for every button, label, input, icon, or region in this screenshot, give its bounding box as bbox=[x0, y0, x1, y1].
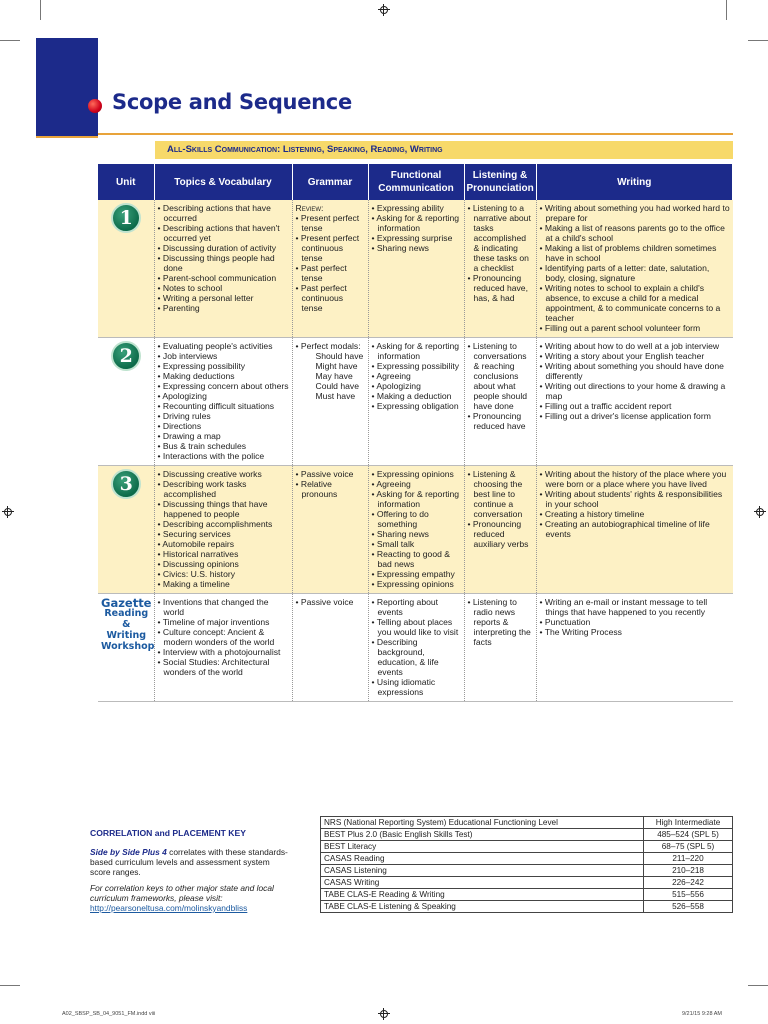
placement-row bbox=[321, 877, 733, 889]
correlation-note bbox=[90, 883, 290, 913]
writing-item: • Writing about how to do well at a job interview bbox=[540, 341, 731, 351]
correlation-note-text: For correlation keys to other major state and local curriculum frameworks, please visit: bbox=[90, 883, 274, 903]
functional-item: • Expressing opinions bbox=[372, 579, 462, 589]
unit-cell bbox=[98, 594, 154, 702]
topic-list bbox=[158, 341, 290, 461]
placement-test: TABE CLAS-E Listening & Speaking bbox=[321, 901, 644, 913]
placement-test: CASAS Reading bbox=[321, 853, 644, 865]
correlation-text bbox=[90, 847, 290, 877]
placement-score: High Intermediate bbox=[644, 817, 733, 829]
writing-cell bbox=[536, 338, 733, 466]
unit-cell bbox=[98, 200, 154, 338]
writing-cell bbox=[536, 594, 733, 702]
grammar-item: • Passive voice bbox=[296, 597, 366, 607]
functional-list bbox=[372, 341, 462, 411]
crop-mark bbox=[0, 985, 20, 986]
unit-row bbox=[98, 338, 733, 466]
registration-mark-right bbox=[754, 506, 766, 518]
writing-cell bbox=[536, 466, 733, 594]
functional-list bbox=[372, 203, 462, 253]
topic-item: • Making a timeline bbox=[158, 579, 290, 589]
placement-row bbox=[321, 901, 733, 913]
topic-item: • Culture concept: Ancient & modern wonders of the world bbox=[158, 627, 290, 647]
topic-item: • Driving rules bbox=[158, 411, 290, 421]
column-header-topics: Topics & Vocabulary bbox=[154, 164, 292, 200]
functional-item: • Asking for & reporting information bbox=[372, 213, 462, 233]
functional-cell bbox=[368, 200, 464, 338]
writing-item: • Writing about the history of the place where you were born or a place where you have lived bbox=[540, 469, 731, 489]
grammar-list bbox=[296, 341, 366, 351]
crop-mark bbox=[726, 0, 727, 20]
unit-number-badge: 3 bbox=[111, 469, 141, 499]
topic-item: • Automobile repairs bbox=[158, 539, 290, 549]
topic-item: • Making deductions bbox=[158, 371, 290, 381]
functional-list bbox=[372, 597, 462, 697]
functional-item: • Expressing obligation bbox=[372, 401, 462, 411]
header-rule bbox=[36, 136, 98, 138]
correlation-link[interactable]: http://pearsoneltusa.com/molinskyandbliss bbox=[90, 903, 248, 913]
footer-date: 9/21/15 9:28 AM bbox=[681, 1011, 722, 1017]
print-footer bbox=[62, 1011, 722, 1017]
workshop-label: Reading & Writing Workshop bbox=[101, 608, 155, 652]
listening-item: • Listening to a narrative about tasks accomplished & indicating these tasks on a checklist bbox=[468, 203, 534, 273]
crop-mark bbox=[0, 40, 20, 41]
functional-item: • Small talk bbox=[372, 539, 462, 549]
header-rule bbox=[98, 133, 733, 135]
listening-list bbox=[468, 597, 534, 647]
writing-item: • Punctuation bbox=[540, 617, 731, 627]
placement-score: 68–75 (SPL 5) bbox=[644, 841, 733, 853]
gazette-label: Gazette bbox=[101, 596, 152, 610]
unit-number-badge: 2 bbox=[111, 341, 141, 371]
topic-item: • Civics: U.S. history bbox=[158, 569, 290, 579]
table-header-row bbox=[98, 164, 733, 200]
writing-item: • Filling out a driver's license application form bbox=[540, 411, 731, 421]
listening-item: • Pronouncing reduced have bbox=[468, 411, 534, 431]
topic-item: • Job interviews bbox=[158, 351, 290, 361]
topic-item: • Inventions that changed the world bbox=[158, 597, 290, 617]
grammar-list bbox=[296, 469, 366, 499]
placement-row bbox=[321, 829, 733, 841]
column-header-writing: Writing bbox=[536, 164, 733, 200]
listening-cell bbox=[464, 338, 536, 466]
unit-row bbox=[98, 466, 733, 594]
topic-item: • Evaluating people's activities bbox=[158, 341, 290, 351]
topics-cell bbox=[154, 338, 292, 466]
grammar-cell bbox=[292, 200, 368, 338]
functional-item: • Agreeing bbox=[372, 479, 462, 489]
grammar-list bbox=[296, 213, 366, 313]
listening-item: • Listening to conversations & reaching conclusions about what people should have done bbox=[468, 341, 534, 411]
functional-item: • Agreeing bbox=[372, 371, 462, 381]
functional-cell bbox=[368, 594, 464, 702]
placement-score: 485–524 (SPL 5) bbox=[644, 829, 733, 841]
topic-item: • Interactions with the police bbox=[158, 451, 290, 461]
placement-test: CASAS Writing bbox=[321, 877, 644, 889]
modal-item: Should have bbox=[315, 351, 364, 361]
placement-score: 210–218 bbox=[644, 865, 733, 877]
functional-item: • Apologizing bbox=[372, 381, 462, 391]
writing-item: • Filling out a parent school volunteer form bbox=[540, 323, 731, 333]
topic-item: • Bus & train schedules bbox=[158, 441, 290, 451]
crop-mark bbox=[748, 40, 768, 41]
grammar-item: • Past perfect tense bbox=[296, 263, 366, 283]
column-header-listening: Listening & Pronunciation bbox=[464, 164, 536, 200]
topic-list bbox=[158, 469, 290, 589]
writing-item: • Identifying parts of a letter: date, salutation, body, closing, signature bbox=[540, 263, 731, 283]
placement-test: CASAS Listening bbox=[321, 865, 644, 877]
writing-item: • Making a list of reasons parents go to the office at a child's school bbox=[540, 223, 731, 243]
topic-item: • Apologizing bbox=[158, 391, 290, 401]
writing-item: • Writing about something you had worked hard to prepare for bbox=[540, 203, 731, 223]
writing-item: • Writing out directions to your home & drawing a map bbox=[540, 381, 731, 401]
writing-list bbox=[540, 341, 731, 421]
writing-cell bbox=[536, 200, 733, 338]
listening-list bbox=[468, 203, 534, 303]
listening-list bbox=[468, 341, 534, 431]
functional-item: • Expressing possibility bbox=[372, 361, 462, 371]
unit-row bbox=[98, 200, 733, 338]
placement-test: NRS (National Reporting System) Educational Functioning Level bbox=[321, 817, 644, 829]
listening-list bbox=[468, 469, 534, 549]
header-color-block bbox=[36, 38, 98, 136]
listening-cell bbox=[464, 594, 536, 702]
listening-item: • Pronouncing reduced have, has, & had bbox=[468, 273, 534, 303]
topic-item: • Parenting bbox=[158, 303, 290, 313]
modal-item: May have bbox=[315, 371, 353, 381]
scope-table bbox=[98, 164, 733, 702]
placement-table bbox=[320, 816, 733, 913]
functional-item: • Asking for & reporting information bbox=[372, 341, 462, 361]
topic-item: • Interview with a photojournalist bbox=[158, 647, 290, 657]
topic-list bbox=[158, 203, 290, 313]
grammar-item: • Passive voice bbox=[296, 469, 366, 479]
writing-item: • Writing about students' rights & responsibilities in your school bbox=[540, 489, 731, 509]
modal-item: Must have bbox=[315, 391, 356, 401]
modal-item: Could have bbox=[315, 381, 359, 391]
functional-item: • Sharing news bbox=[372, 529, 462, 539]
skills-banner bbox=[155, 141, 733, 159]
column-header-functional: Functional Communication bbox=[368, 164, 464, 200]
functional-item: • Expressing opinions bbox=[372, 469, 462, 479]
topic-item: • Drawing a map bbox=[158, 431, 290, 441]
functional-item: • Making a deduction bbox=[372, 391, 462, 401]
placement-row bbox=[321, 841, 733, 853]
functional-item: • Describing background, education, & life events bbox=[372, 637, 462, 677]
topic-item: • Discussing things that have happened to people bbox=[158, 499, 290, 519]
placement-score: 226–242 bbox=[644, 877, 733, 889]
crop-mark bbox=[748, 985, 768, 986]
topics-cell bbox=[154, 200, 292, 338]
functional-item: • Using idiomatic expressions bbox=[372, 677, 462, 697]
book-title: Side by Side Plus 4 bbox=[90, 847, 167, 857]
listening-item: • Listening to radio news reports & interpreting the facts bbox=[468, 597, 534, 647]
functional-item: • Expressing ability bbox=[372, 203, 462, 213]
functional-item: • Sharing news bbox=[372, 243, 462, 253]
functional-list bbox=[372, 469, 462, 589]
topic-item: • Timeline of major inventions bbox=[158, 617, 290, 627]
topic-item: • Social Studies: Architectural wonders of the world bbox=[158, 657, 290, 677]
unit-cell bbox=[98, 338, 154, 466]
topic-item: • Securing services bbox=[158, 529, 290, 539]
page-title: Scope and Sequence bbox=[112, 90, 352, 114]
footer-file: A02_SBSP_SB_04_9051_FM.indd viii bbox=[62, 1011, 156, 1017]
topics-cell bbox=[154, 594, 292, 702]
topic-item: • Expressing possibility bbox=[158, 361, 290, 371]
listening-cell bbox=[464, 200, 536, 338]
modal-list bbox=[296, 351, 366, 401]
unit-number-badge: 1 bbox=[111, 203, 141, 233]
correlation-key bbox=[90, 828, 290, 919]
placement-row bbox=[321, 853, 733, 865]
skills-banner-text: All-Skills Communication: Listening, Speaking, Reading, Writing bbox=[167, 144, 443, 155]
listening-item: • Listening & choosing the best line to continue a conversation bbox=[468, 469, 534, 519]
writing-item: • Writing notes to school to explain a child's absence, to excuse a child for a medical appointment, & to communicate concerns to a teacher bbox=[540, 283, 731, 323]
functional-item: • Expressing empathy bbox=[372, 569, 462, 579]
writing-item: • Filling out a traffic accident report bbox=[540, 401, 731, 411]
grammar-cell bbox=[292, 594, 368, 702]
writing-item: • Writing about something you should have done differently bbox=[540, 361, 731, 381]
grammar-cell bbox=[292, 466, 368, 594]
functional-cell bbox=[368, 338, 464, 466]
topic-item: • Discussing duration of activity bbox=[158, 243, 290, 253]
writing-item: • Making a list of problems children sometimes have in school bbox=[540, 243, 731, 263]
column-header-unit: Unit bbox=[98, 164, 154, 200]
functional-item: • Reporting about events bbox=[372, 597, 462, 617]
topic-item: • Discussing creative works bbox=[158, 469, 290, 479]
placement-row bbox=[321, 889, 733, 901]
topic-item: • Discussing things people had done bbox=[158, 253, 290, 273]
topic-item: • Notes to school bbox=[158, 283, 290, 293]
listening-cell bbox=[464, 466, 536, 594]
topic-item: • Describing accomplishments bbox=[158, 519, 290, 529]
grammar-item: • Present perfect tense bbox=[296, 213, 366, 233]
topic-item: • Discussing opinions bbox=[158, 559, 290, 569]
crop-mark bbox=[40, 0, 41, 20]
placement-score: 515–556 bbox=[644, 889, 733, 901]
writing-item: • Creating an autobiographical timeline of life events bbox=[540, 519, 731, 539]
bullet-dot-icon bbox=[88, 99, 102, 113]
unit-cell bbox=[98, 466, 154, 594]
placement-score: 211–220 bbox=[644, 853, 733, 865]
unit-row bbox=[98, 594, 733, 702]
writing-list bbox=[540, 469, 731, 539]
correlation-heading: CORRELATION and PLACEMENT KEY bbox=[90, 828, 246, 838]
column-header-grammar: Grammar bbox=[292, 164, 368, 200]
grammar-item: • Perfect modals: bbox=[296, 341, 366, 351]
topic-item: • Expressing concern about others bbox=[158, 381, 290, 391]
grammar-cell bbox=[292, 338, 368, 466]
topic-item: • Recounting difficult situations bbox=[158, 401, 290, 411]
topics-cell bbox=[154, 466, 292, 594]
functional-item: • Reacting to good & bad news bbox=[372, 549, 462, 569]
topic-item: • Describing work tasks accomplished bbox=[158, 479, 290, 499]
placement-row bbox=[321, 817, 733, 829]
topic-list bbox=[158, 597, 290, 677]
registration-mark-left bbox=[2, 506, 14, 518]
placement-score: 526–558 bbox=[644, 901, 733, 913]
writing-list bbox=[540, 203, 731, 333]
topic-item: • Historical narratives bbox=[158, 549, 290, 559]
functional-cell bbox=[368, 466, 464, 594]
placement-row bbox=[321, 865, 733, 877]
topic-item: • Writing a personal letter bbox=[158, 293, 290, 303]
registration-mark-top bbox=[378, 4, 390, 16]
topic-item: • Describing actions that have occurred bbox=[158, 203, 290, 223]
topic-item: • Directions bbox=[158, 421, 290, 431]
topic-item: • Parent-school communication bbox=[158, 273, 290, 283]
listening-item: • Pronouncing reduced auxiliary verbs bbox=[468, 519, 534, 549]
placement-test: BEST Plus 2.0 (Basic English Skills Test) bbox=[321, 829, 644, 841]
writing-item: • Writing a story about your English teacher bbox=[540, 351, 731, 361]
placement-test: BEST Literacy bbox=[321, 841, 644, 853]
writing-item: • Writing an e-mail or instant message to tell things that have happened to you recently bbox=[540, 597, 731, 617]
writing-item: • Creating a history timeline bbox=[540, 509, 731, 519]
functional-item: • Asking for & reporting information bbox=[372, 489, 462, 509]
correlation-body: correlates with these standards-based curriculum levels and assessment system score ranges. bbox=[90, 847, 288, 877]
writing-list bbox=[540, 597, 731, 637]
grammar-item: • Present perfect continuous tense bbox=[296, 233, 366, 263]
functional-item: • Telling about places you would like to visit bbox=[372, 617, 462, 637]
topic-item: • Describing actions that haven't occurred yet bbox=[158, 223, 290, 243]
placement-test: TABE CLAS-E Reading & Writing bbox=[321, 889, 644, 901]
functional-item: • Offering to do something bbox=[372, 509, 462, 529]
grammar-review-label: Review: bbox=[295, 203, 324, 213]
grammar-item: • Past perfect continuous tense bbox=[296, 283, 366, 313]
writing-item: • The Writing Process bbox=[540, 627, 731, 637]
grammar-item: • Relative pronouns bbox=[296, 479, 366, 499]
modal-item: Might have bbox=[315, 361, 358, 371]
functional-item: • Expressing surprise bbox=[372, 233, 462, 243]
grammar-list bbox=[296, 597, 366, 607]
